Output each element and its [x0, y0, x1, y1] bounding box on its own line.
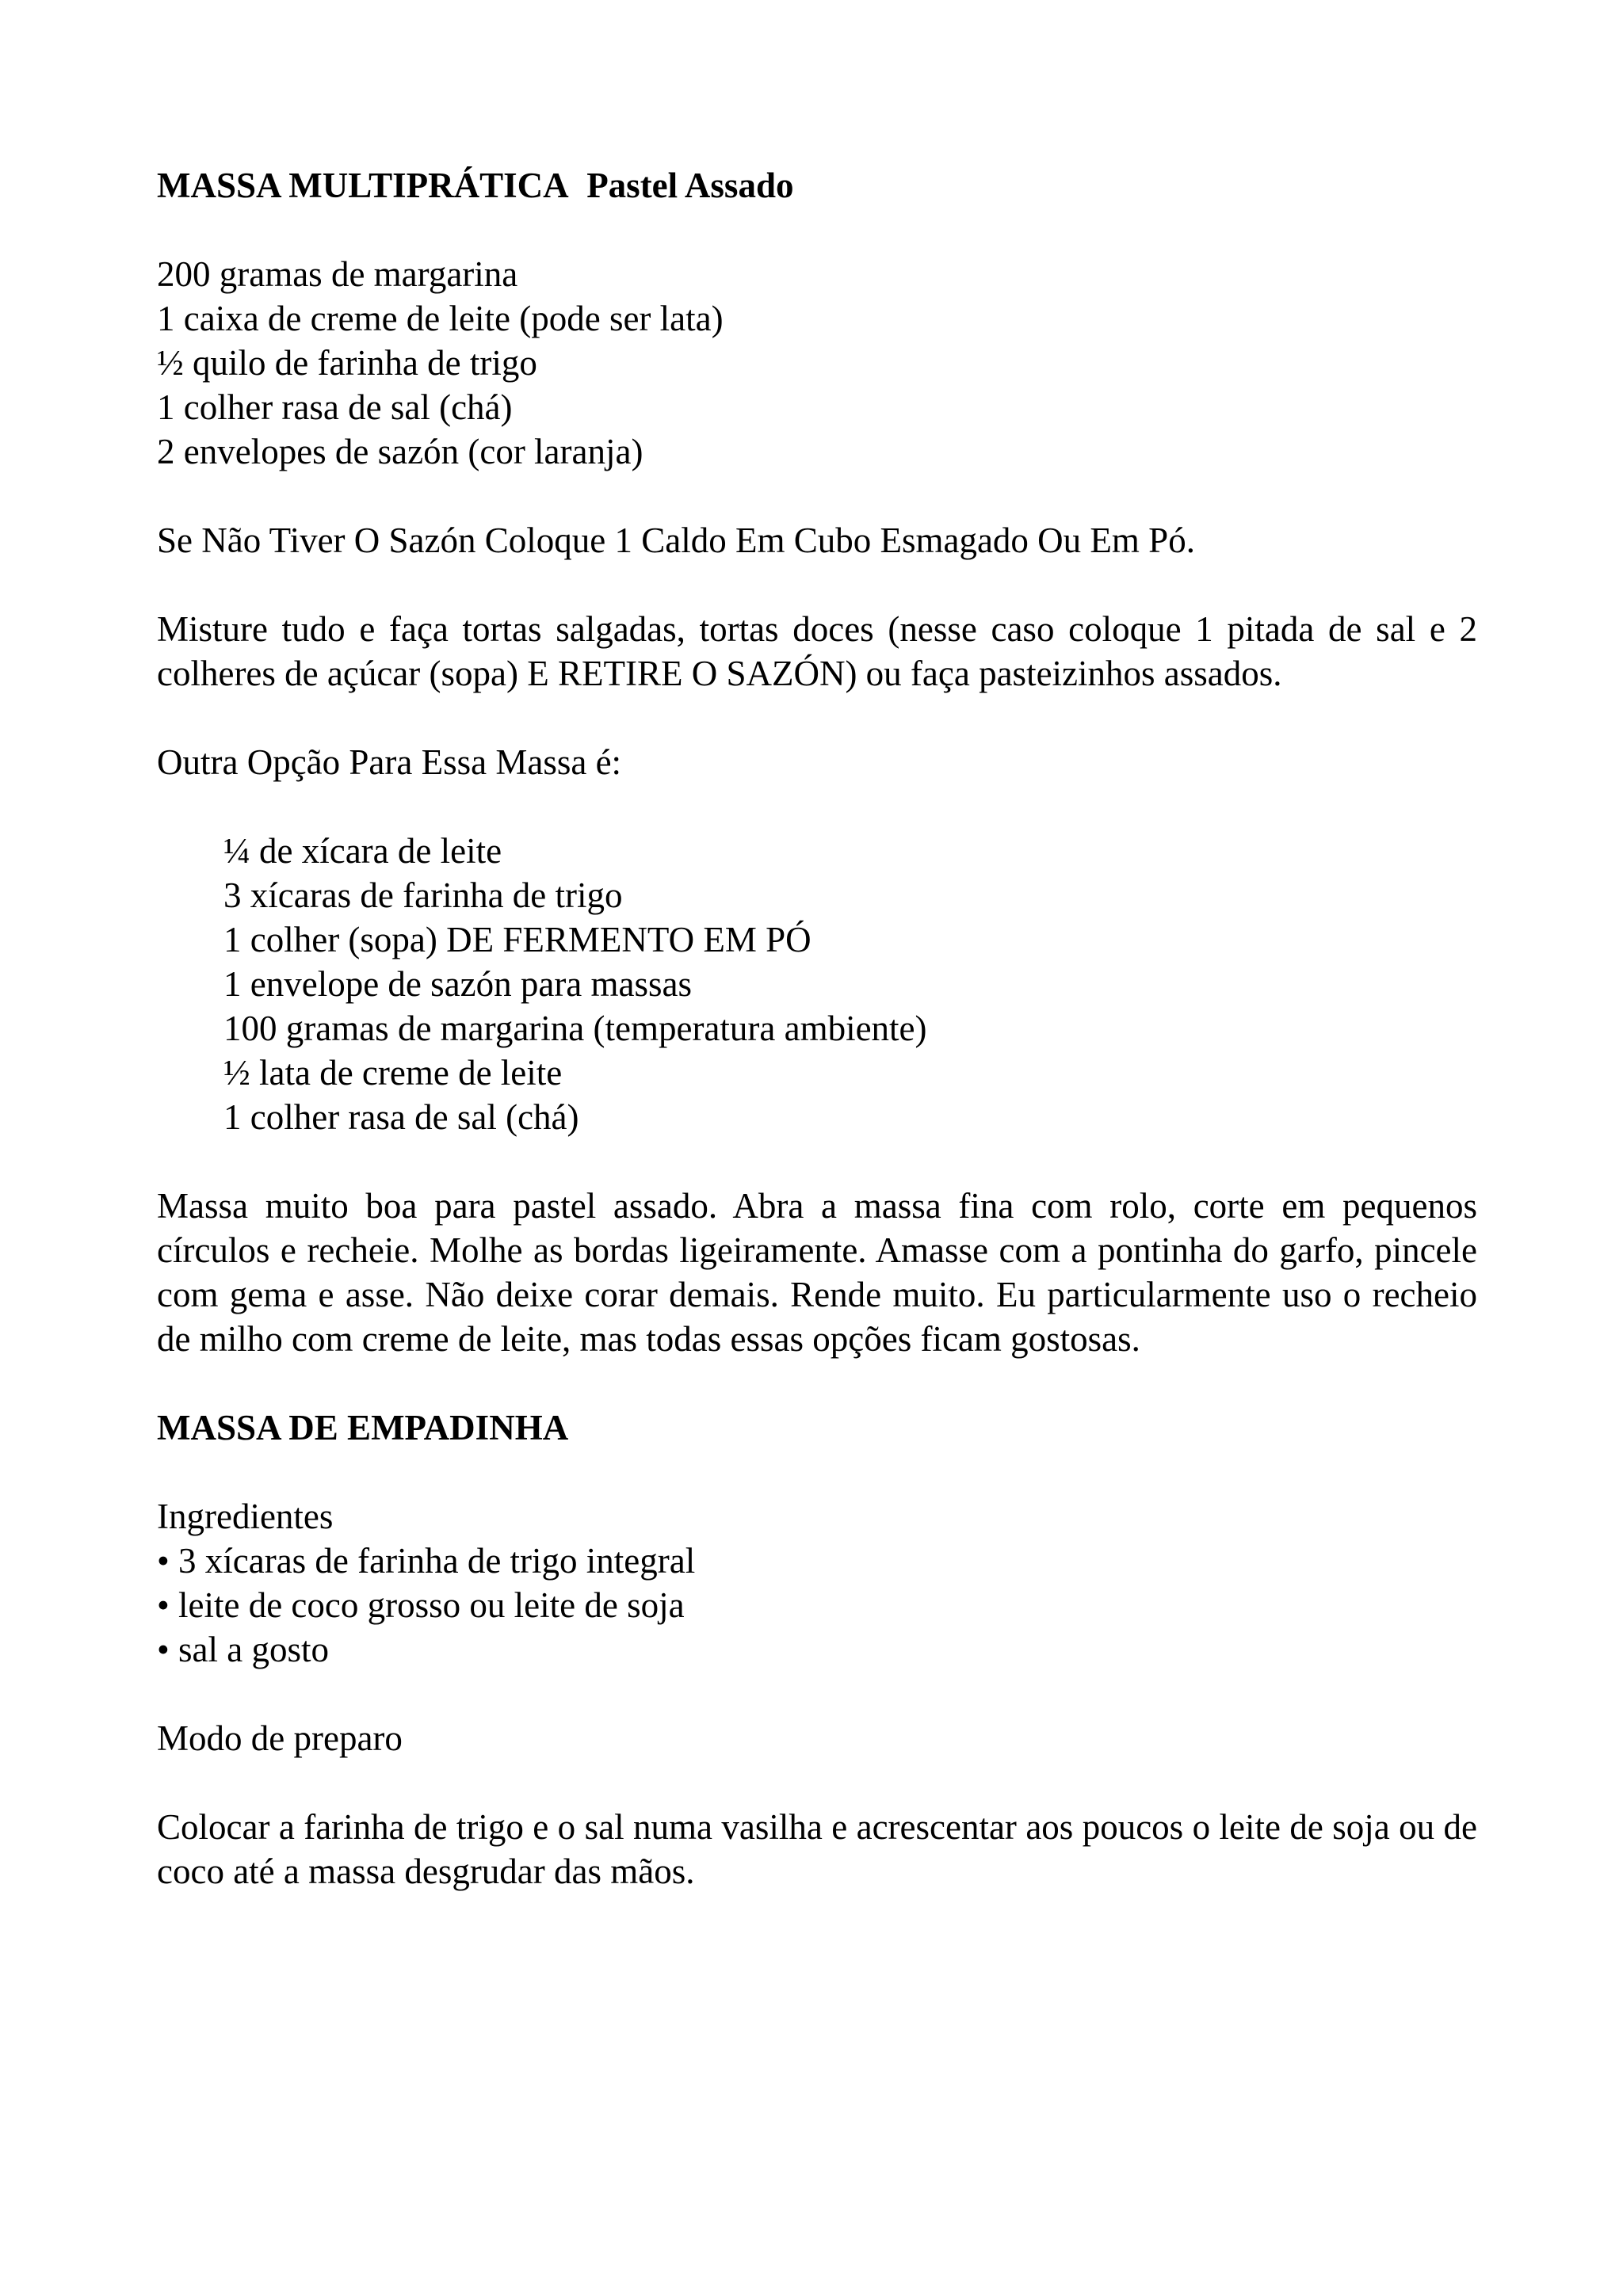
- ingredient-item: • 3 xícaras de farinha de trigo integral: [157, 1541, 696, 1581]
- recipe1-note: Se Não Tiver O Sazón Coloque 1 Caldo Em Cubo Esmagado Ou Em Pó.: [157, 521, 1195, 560]
- alt-ingredient-item: ½ lata de creme de leite: [223, 1053, 563, 1093]
- recipe1-ingredient-list: [157, 252, 1477, 474]
- recipe2-title: MASSA DE EMPADINHA: [157, 1408, 569, 1447]
- recipe1-alt-title: Outra Opção Para Essa Massa é:: [157, 742, 622, 782]
- alt-ingredient-item: 3 xícaras de farinha de trigo: [223, 875, 623, 915]
- recipe1-description: Massa muito boa para pastel assado. Abra a massa fina com rolo, corte em pequenos círculos e recheie. Molhe as bordas ligeiramente. Amasse com a pontinha do garfo, pincele com gema e asse. Não deixe corar demais. Rende muito. Eu particularmente uso o recheio de milho com creme de leite, mas todas essas opções ficam gostosas.: [157, 1186, 1477, 1359]
- alt-ingredient-item: 1 colher rasa de sal (chá): [223, 1097, 579, 1137]
- ingredient-item: 1 colher rasa de sal (chá): [157, 387, 513, 427]
- ingredient-item: 2 envelopes de sazón (cor laranja): [157, 432, 643, 471]
- alt-ingredient-item: 1 envelope de sazón para massas: [223, 964, 693, 1004]
- recipe1-title-main: MASSA MULTIPRÁTICA: [157, 166, 569, 205]
- ingredient-item: ½ quilo de farinha de trigo: [157, 343, 537, 383]
- recipe1-alt-ingredient-list: [157, 829, 1477, 1139]
- document-page: [157, 163, 1477, 1894]
- recipe1-title: [157, 163, 1477, 208]
- ingredient-item: • sal a gosto: [157, 1630, 329, 1669]
- recipe2-ingredients-label: Ingredientes: [157, 1497, 334, 1536]
- recipe2-prep-label: Modo de preparo: [157, 1718, 403, 1758]
- ingredient-item: 1 caixa de creme de leite (pode ser lata): [157, 299, 724, 338]
- ingredient-item: 200 gramas de margarina: [157, 254, 518, 294]
- recipe2-prep-text: Colocar a farinha de trigo e o sal numa vasilha e acrescentar aos poucos o leite de soja ou de coco até a massa desgrudar das mãos.: [157, 1807, 1477, 1891]
- recipe2-ingredient-list: [157, 1539, 1477, 1672]
- recipe1-title-sub: Pastel Assado: [586, 166, 794, 205]
- ingredient-item: • leite de coco grosso ou leite de soja: [157, 1585, 685, 1625]
- alt-ingredient-item: 100 gramas de margarina (temperatura ambiente): [223, 1009, 927, 1048]
- alt-ingredient-item: ¼ de xícara de leite: [223, 831, 502, 871]
- alt-ingredient-item: 1 colher (sopa) DE FERMENTO EM PÓ: [223, 920, 812, 959]
- recipe1-mix-instructions: Misture tudo e faça tortas salgadas, tortas doces (nesse caso coloque 1 pitada de sal e 2 colheres de açúcar (sopa) E RETIRE O SAZÓN) ou faça pasteizinhos assados.: [157, 609, 1477, 693]
